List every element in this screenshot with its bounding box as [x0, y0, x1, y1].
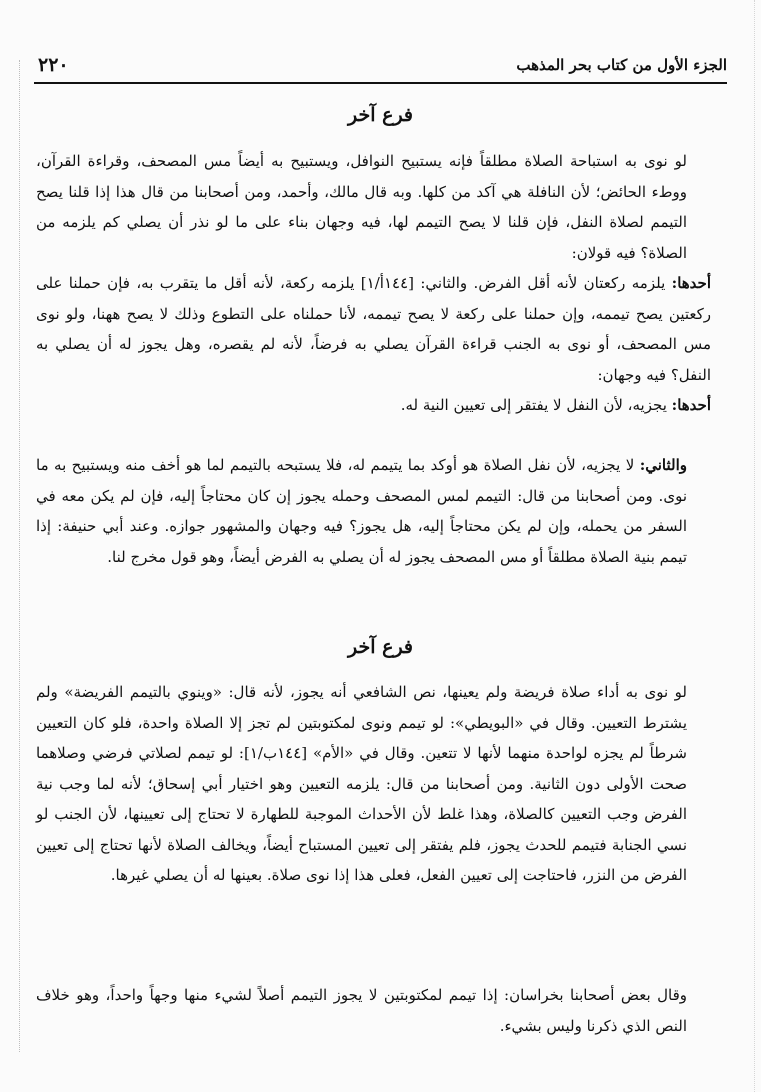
paragraph: [36, 146, 711, 268]
paragraph-text: يجزيه، لأن النفل لا يفتقر إلى تعيين النية له.: [400, 396, 667, 414]
book-title: الجزء الأول من كتاب بحر المذهب: [516, 56, 727, 74]
paragraph: [36, 268, 711, 390]
section-title-1: فرع آخر: [347, 104, 414, 126]
paragraph-text: وقال بعض أصحابنا بخراسان: إذا تيمم لمكتوبتين لا يجوز التيمم أصلاً لشيء منها وجهاً واحداً، وهو خلاف النص الذي ذكرنا وليس بشيء.: [36, 986, 687, 1035]
section-2-text: [36, 677, 711, 891]
paragraph: [36, 390, 711, 421]
paragraph-text: لا يجزيه، لأن نفل الصلاة هو أوكد بما يتيمم له، فلا يستبحه بالتيمم لما هو أخف منه ويستبيح به ما نوى. ومن أصحابنا من قال: التيمم لمس المصحف وحمله يجوز إن كان محتاجاً إليه، فإن لم يكن معه في السفر من يحمله، وإن لم يكن محتاجاً إليه، هل يجوز؟ فيه وجهان والمشهور جوازه. وعند أبي حنيفة: إذا تيمم بنية الصلاة مطلقاً أو مس المصحف يجوز له أن يصلي به الفرض أيضاً، وهو قول مخرج لنا.: [36, 456, 687, 566]
edge-dotted-line: [754, 0, 755, 1092]
section-1-text-continued: [36, 450, 711, 572]
paragraph-lead: أحدها:: [671, 274, 711, 292]
paragraph: [36, 450, 711, 572]
running-header: [34, 52, 727, 84]
section-2-text-continued: [36, 980, 711, 1041]
paragraph-text: يلزمه ركعتان لأنه أقل الفرض. والثاني: [١٤٤أ/١] يلزمه ركعة، لأنه أقل ما يتقرب به، فإن حملنا على ركعتين يصح تيممه، وإن حملنا على ركعة لا يصح تيممه، لأنا حملناه على التطوع وذلك لا يصح ههنا، ولو نوى مس المصحف، أو نوى به الجنب قراءة القرآن يصلي به فرضاً، لأنه لم يقصره، وهل يجوز له أن يصلي به النفل؟ فيه وجهان:: [36, 274, 711, 384]
paragraph: [36, 677, 711, 891]
paragraph: [36, 980, 711, 1041]
paragraph-text: لو نوى به استباحة الصلاة مطلقاً فإنه يستبيح النوافل، ويستبيح به أيضاً مس المصحف، وقراءة القرآن، ووطء الحائض؛ لأن النافلة هي آكد من كلها. وبه قال مالك، وأحمد، ومن أصحابنا من قال هذا إذا قلنا يصح التيمم لصلاة النفل، فإن قلنا لا يصح التيمم لها، فيه وجهان بناء على ما لو نذر أن يصلي كم يلزمه من الصلاة؟ فيه قولان:: [36, 152, 687, 262]
page-number: ٢٢٠: [38, 54, 69, 76]
header-rule: [34, 82, 727, 84]
paragraph-text: لو نوى به أداء صلاة فريضة ولم يعينها، نص الشافعي أنه يجوز، لأنه قال: «وينوي بالتيمم الفريضة» ولم يشترط التعيين. وقال في «البويطي»: لو تيمم ونوى لمكتوبتين لم تجز إلا الصلاة واحدة، فلو كان التعيين شرطاً لم يجزه لواحدة منهما لأنها لا تتعين. وقال في «الأم» [١٤٤ب/١]: لو تيمم لصلاتي فرضي وصلاهما صحت الأولى دون الثانية. ومن أصحابنا من قال: يلزمه التعيين وهو اختيار أبي إسحاق؛ لأنه لما وجب نية الفرض وجب التعيين كالصلاة، وهذا غلط لأن الأحداث الموجبة للطهارة لا تحتاج إلى تعيينها، لأن الجنب لو نسي الجنابة فتيمم للحدث يجوز، فلم يفتقر إلى تعيين المستباح أيضاً، ويخالف الصلاة لأنها تحتاج إلى تعيين الفرض من النزر، فاحتاجت إلى تعيين الفعل، فعلى هذا إذا نوى صلاة. بعينها له أن يصلي غيرها.: [36, 683, 687, 884]
margin-dotted-line: [19, 60, 20, 1052]
section-title-2: فرع آخر: [347, 636, 414, 658]
section-1-text: [36, 146, 711, 421]
paragraph-lead: أحدها:: [671, 396, 711, 414]
paragraph-lead: والثاني:: [639, 456, 688, 474]
